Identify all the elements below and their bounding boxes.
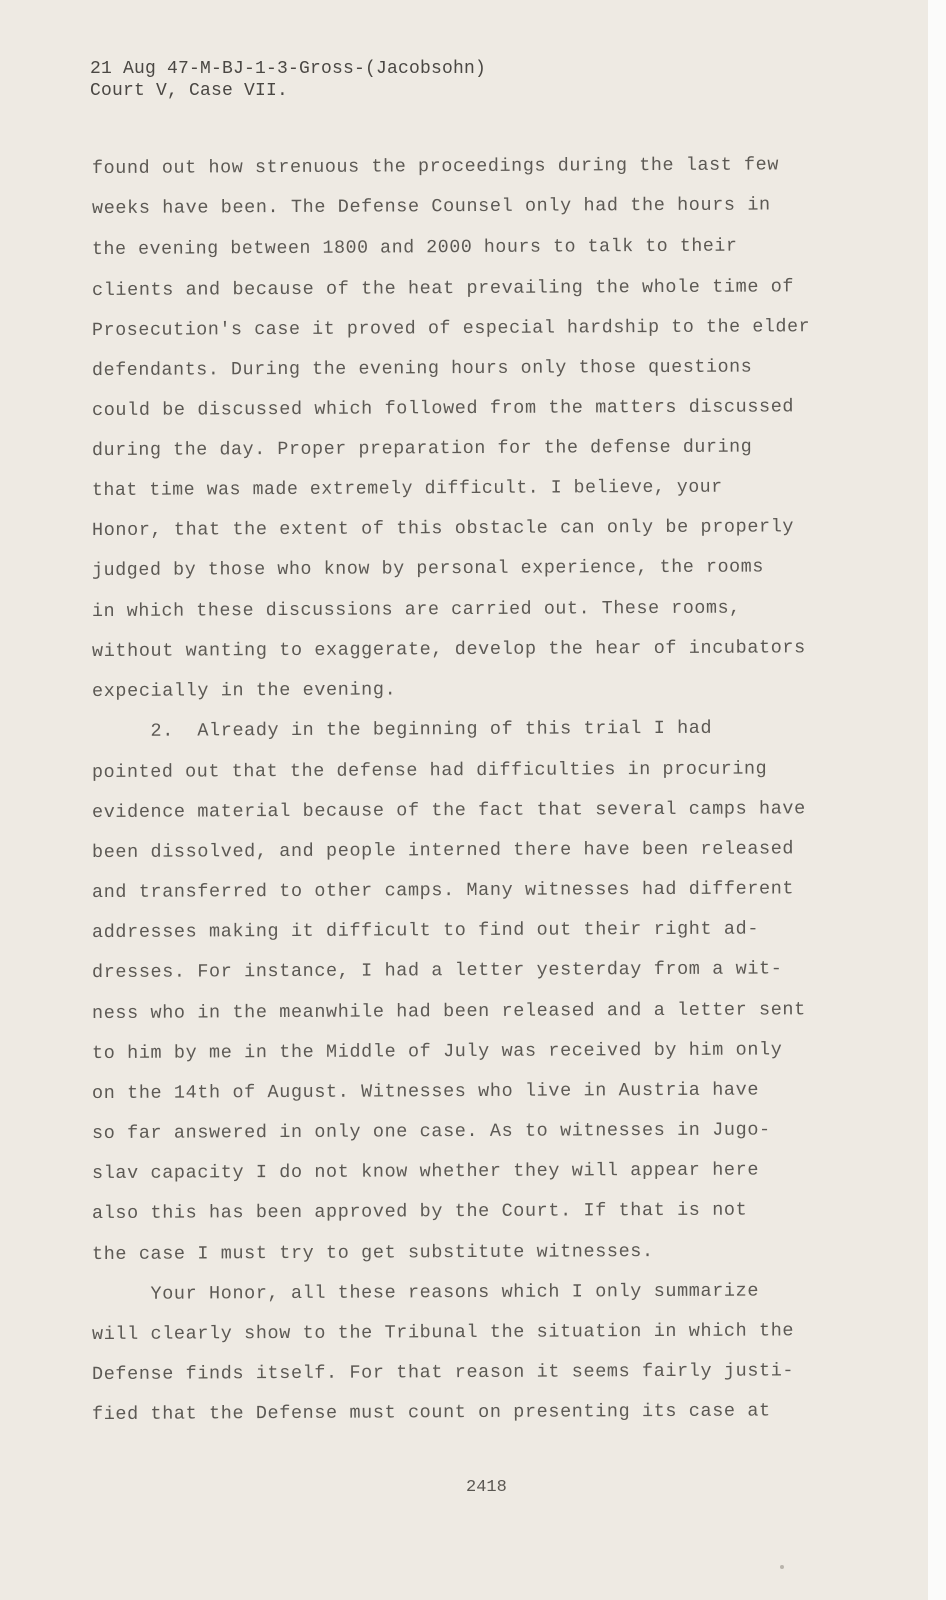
header-court: Court V, Case VII. [90,81,289,101]
paper-speck [780,1565,784,1569]
text-line: Prosecution's case it proved of especial hardship to the elder [91,316,811,341]
text-line: and transferred to other camps. Many witnesses had different [91,878,795,903]
document-header [90,58,486,102]
text-line: without wanting to exaggerate, develop the hear of incubators [91,637,806,662]
text-line: Honor, that the extent of this obstacle can only be properly [91,516,795,541]
text-line: found out how strenuous the proceedings during the last few [91,154,779,179]
text-line: on the 14th of August. Witnesses who live in Austria have [91,1079,760,1104]
text-line-paragraph-start: Your Honor, all these reasons which I only summarize [91,1280,760,1305]
text-line: fied that the Defense must count on presenting its case at [91,1400,771,1425]
text-line: evidence material because of the fact that several camps have [91,798,806,823]
text-line: so far answered in only one case. As to witnesses in Jugo- [91,1119,771,1144]
text-line: defendants. During the evening hours only those questions [91,356,753,381]
text-line: to him by me in the Middle of July was received by him only [91,1039,783,1064]
text-line: expecially in the evening. [91,679,397,702]
text-line: ness who in the meanwhile had been released and a letter sent [91,999,806,1024]
text-line: the evening between 1800 and 2000 hours to talk to their [91,235,738,260]
text-line: judged by those who know by personal experience, the rooms [91,556,764,581]
text-line: during the day. Proper preparation for the defense during [91,436,753,461]
text-line: weeks have been. The Defense Counsel only had the hours in [91,194,771,219]
page-number: 2418 [466,1478,507,1497]
text-line: pointed out that the defense had difficulties in procuring [91,758,768,783]
text-line: dresses. For instance, I had a letter yesterday from a wit- [91,958,783,983]
text-line: Defense finds itself. For that reason it seems fairly justi- [91,1360,795,1385]
text-line: clients and because of the heat prevailing the whole time of [91,276,795,301]
text-line: addresses making it difficult to find out their right ad- [91,918,760,943]
text-line: the case I must try to get substitute witnesses. [91,1241,654,1265]
header-case-reference: 21 Aug 47-M-BJ-1-3-Gross-(Jacobsohn) [90,59,487,79]
text-line: in which these discussions are carried out. These rooms, [91,597,741,622]
text-line: could be discussed which followed from the matters discussed [91,396,795,421]
text-line-paragraph-start: 2. Already in the beginning of this trial I had [91,717,713,742]
text-line: will clearly show to the Tribunal the situation in which the [91,1320,795,1345]
text-line: that time was made extremely difficult. I believe, your [91,476,723,501]
text-line: been dissolved, and people interned there have been released [91,838,795,863]
text-line: slav capacity I do not know whether they will appear here [91,1159,760,1184]
text-line: also this has been approved by the Court. If that is not [91,1199,748,1224]
